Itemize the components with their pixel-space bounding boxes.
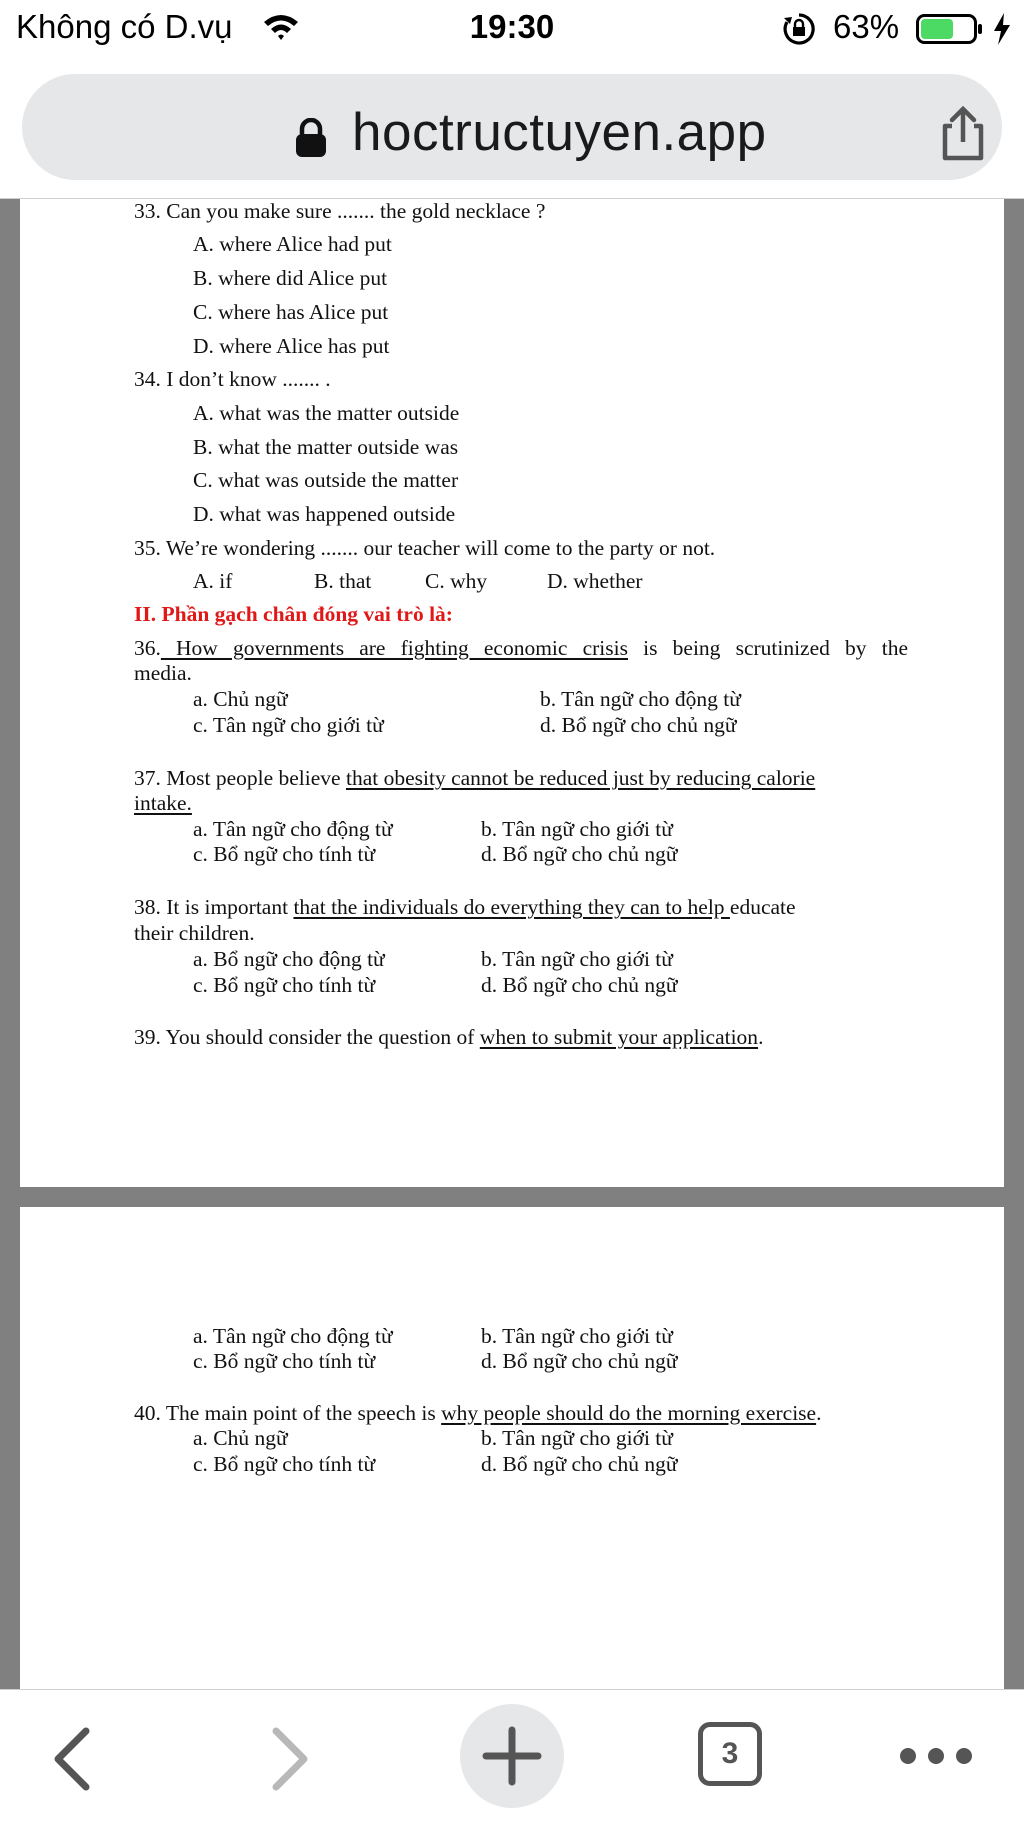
q40-underlined: why people should do the morning exercise xyxy=(441,1401,817,1425)
q37-option-d: d. Bổ ngữ cho chủ ngữ xyxy=(481,842,678,866)
q38-option-b: b. Tân ngữ cho giới từ xyxy=(481,947,673,971)
q34-option-c: C. what was outside the matter xyxy=(193,468,459,492)
q40-line xyxy=(134,1401,821,1426)
q36-option-a: a. Chủ ngữ xyxy=(193,687,288,711)
q33-option-a: A. where Alice had put xyxy=(193,232,392,256)
q40-option-b: b. Tân ngữ cho giới từ xyxy=(481,1426,673,1450)
q39-option-c: c. Bổ ngữ cho tính từ xyxy=(193,1349,376,1373)
q39-underlined: when to submit your application xyxy=(479,1025,759,1049)
q38-option-d: d. Bổ ngữ cho chủ ngữ xyxy=(481,973,678,997)
charging-bolt-icon xyxy=(992,12,1012,51)
back-icon[interactable] xyxy=(50,1726,94,1797)
q36-line2: media. xyxy=(134,661,192,685)
q37-pre: 37. Most people believe xyxy=(134,766,346,790)
q36-line1 xyxy=(134,636,908,661)
q33-stem: 33. Can you make sure ....... the gold necklace ? xyxy=(134,199,546,223)
q35-option-b: B. that xyxy=(314,569,372,593)
q39-option-b: b. Tân ngữ cho giới từ xyxy=(481,1324,673,1348)
q34-option-a: A. what was the matter outside xyxy=(193,401,460,425)
q33-option-d: D. where Alice has put xyxy=(193,334,390,358)
section-heading: II. Phần gạch chân đóng vai trò là: xyxy=(134,602,453,626)
battery-percent: 63% xyxy=(833,8,900,45)
q34-option-b: B. what the matter outside was xyxy=(193,435,459,459)
q35-option-d: D. whether xyxy=(547,569,643,593)
rotation-lock-icon xyxy=(782,12,816,51)
q37-option-b: b. Tân ngữ cho giới từ xyxy=(481,817,673,841)
q40-post: . xyxy=(816,1401,822,1425)
address-bar[interactable] xyxy=(22,74,1002,180)
q39-option-a: a. Tân ngữ cho động từ xyxy=(193,1324,393,1348)
q37-line1 xyxy=(134,766,815,791)
q40-pre: 40. The main point of the speech is xyxy=(134,1401,442,1425)
q33-option-c: C. where has Alice put xyxy=(193,300,389,324)
q38-post: educate xyxy=(729,895,796,919)
q39-option-d: d. Bổ ngữ cho chủ ngữ xyxy=(481,1349,678,1373)
share-icon[interactable] xyxy=(938,106,988,167)
q36-rest: is being scrutinized by the xyxy=(627,636,908,660)
q36-option-c: c. Tân ngữ cho giới từ xyxy=(193,713,384,737)
q39-pre: 39. You should consider the question of xyxy=(134,1025,480,1049)
q38-underlined: that the individuals do everything they can to help xyxy=(293,895,730,919)
q35-stem: 35. We’re wondering ....... our teacher will come to the party or not. xyxy=(134,536,716,560)
status-bar xyxy=(0,0,1024,62)
q39-line xyxy=(134,1025,763,1050)
tabs-icon[interactable]: 3 xyxy=(698,1722,762,1786)
q36-number: 36. xyxy=(134,636,161,660)
q38-option-a: a. Bổ ngữ cho động từ xyxy=(193,947,385,971)
battery-icon xyxy=(916,14,984,44)
url-text[interactable]: hoctructuyen.app xyxy=(352,103,767,162)
q38-option-c: c. Bổ ngữ cho tính từ xyxy=(193,973,376,997)
q40-option-a: a. Chủ ngữ xyxy=(193,1426,288,1450)
q40-option-d: d. Bổ ngữ cho chủ ngữ xyxy=(481,1452,678,1476)
q36-option-d: d. Bổ ngữ cho chủ ngữ xyxy=(540,713,737,737)
carrier-label: Không có D.vụ xyxy=(16,8,233,45)
forward-icon[interactable] xyxy=(268,1726,312,1797)
q34-stem: 34. I don’t know ....... . xyxy=(134,367,331,391)
document-page-1 xyxy=(20,199,1004,1187)
q36-option-b: b. Tân ngữ cho động từ xyxy=(540,687,741,711)
q37-option-c: c. Bổ ngữ cho tính từ xyxy=(193,842,376,866)
battery-fill xyxy=(921,19,953,39)
q40-option-c: c. Bổ ngữ cho tính từ xyxy=(193,1452,376,1476)
q33-option-b: B. where did Alice put xyxy=(193,266,388,290)
q34-option-d: D. what was happened outside xyxy=(193,502,456,526)
q38-line2: their children. xyxy=(134,921,255,945)
clock: 19:30 xyxy=(469,8,555,45)
q36-underlined: How governments are fighting economic crisis xyxy=(160,636,628,660)
q35-option-a: A. if xyxy=(193,569,233,593)
browser-header xyxy=(0,62,1024,199)
q35-option-c: C. why xyxy=(425,569,488,593)
document-page-2 xyxy=(20,1207,1004,1689)
padlock-icon xyxy=(294,118,328,163)
q38-line1 xyxy=(134,895,796,920)
q37-option-a: a. Tân ngữ cho động từ xyxy=(193,817,393,841)
q39-post: . xyxy=(758,1025,764,1049)
q37-underlined-1: that obesity cannot be reduced just by reducing calorie xyxy=(345,766,816,790)
q38-pre: 38. It is important xyxy=(134,895,294,919)
new-tab-icon[interactable] xyxy=(460,1704,564,1808)
browser-toolbar xyxy=(0,1689,1024,1821)
q37-underlined-2: intake. xyxy=(134,791,192,815)
more-icon[interactable] xyxy=(898,1746,974,1771)
